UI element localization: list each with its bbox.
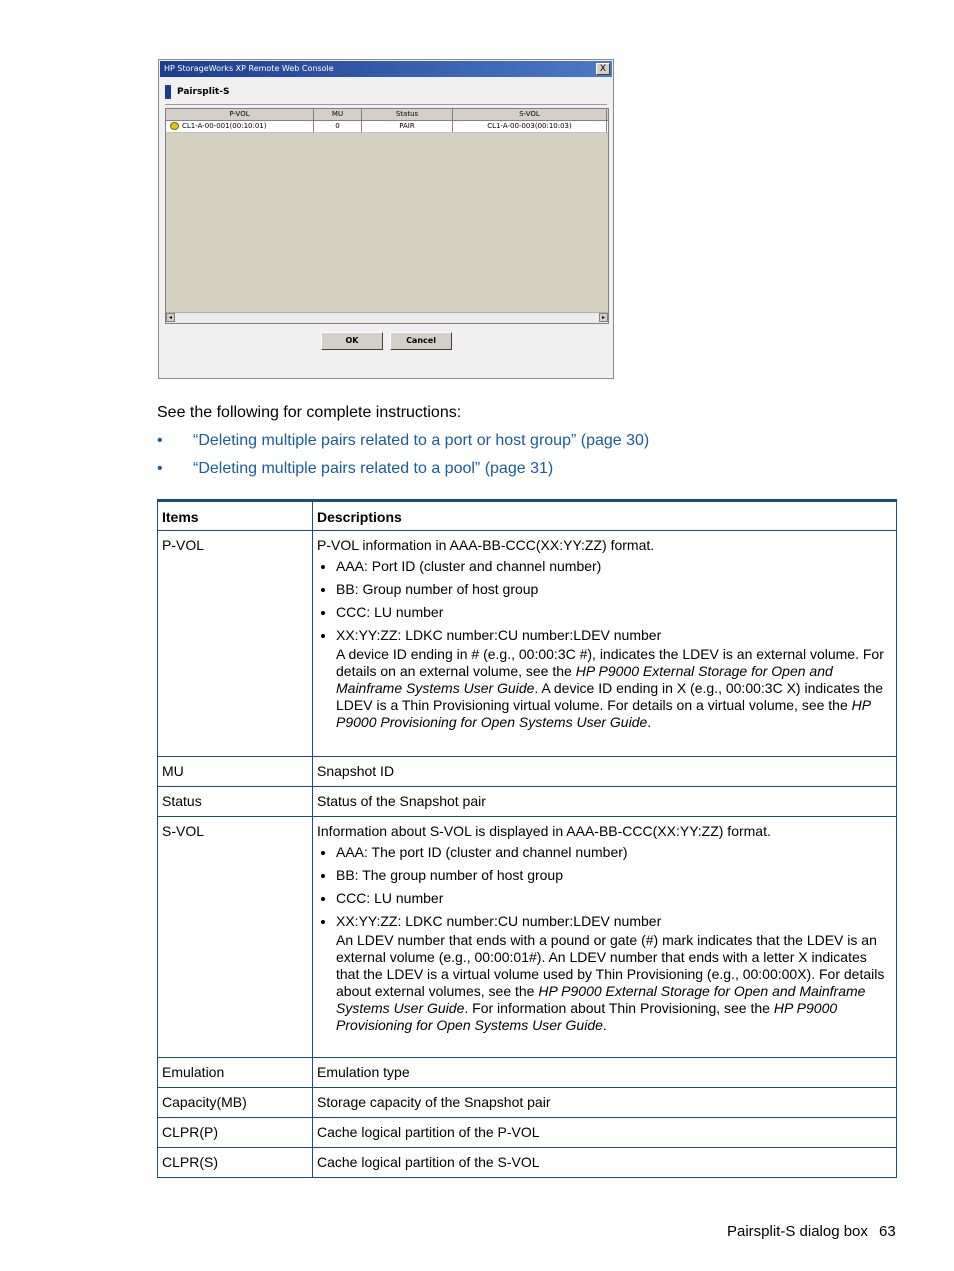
intro-text: See the following for complete instructions: [157,404,462,421]
item-cell: Emulation [158,1058,313,1088]
cell-mu: 0 [314,121,362,132]
column-header-pvol[interactable]: P-VOL [166,109,314,120]
items-descriptions-table [157,499,897,1178]
guide-reference: HP P9000 Provisioning for Open Systems User Guide [336,697,871,730]
footer-section-title: Pairsplit-S dialog box [727,1223,868,1240]
table-row [158,787,897,817]
header-descriptions: Descriptions [313,501,897,531]
scroll-left-icon[interactable]: ◂ [166,313,175,322]
link-pool[interactable]: “Deleting multiple pairs related to a pool” (page 31) [193,460,554,477]
note-text: . For information about Thin Provisioning, see the [464,1000,774,1016]
table-row [158,1148,897,1178]
guide-reference: HP P9000 External Storage for Open and Mainframe Systems User Guide [336,983,866,1016]
description-cell [313,531,897,757]
scroll-right-icon[interactable]: ▸ [599,313,608,322]
description-cell: Status of the Snapshot pair [313,787,897,817]
description-cell: Snapshot ID [313,757,897,787]
description-intro: Information about S-VOL is displayed in AAA-BB-CCC(XX:YY:ZZ) format. [317,823,771,839]
guide-reference: HP P9000 External Storage for Open and Mainframe Systems User Guide [336,663,833,696]
list-item: • CCC: LU number [336,890,892,907]
ok-button[interactable]: OK [321,332,383,350]
item-cell: CLPR(P) [158,1118,313,1148]
cell-status: PAIR [362,121,453,132]
note-text: . [647,714,652,730]
table-row [158,817,897,1058]
list-item: • XX:YY:ZZ: LDKC number:CU number:LDEV number [336,627,892,644]
cancel-button[interactable]: Cancel [390,332,452,350]
column-header-mu[interactable]: MU [314,109,362,120]
item-cell: CLPR(S) [158,1148,313,1178]
table-row [158,531,897,757]
note-text: An LDEV number that ends with a pound or gate (#) mark indicates that the LDEV is an external volume (e.g., 00:00:01#). An LDEV number that ends with a letter X indicates that the LDEV is a virtual volume used by Thin Provisioning (e.g., 00:00:00X). For details about external volumes, see the [336,932,885,999]
item-cell: S-VOL [158,817,313,1058]
description-cell: Storage capacity of the Snapshot pair [313,1088,897,1118]
table-row [158,1088,897,1118]
note-text: . [602,1017,607,1033]
column-header-svol[interactable]: S-VOL [453,109,607,120]
list-item: • AAA: Port ID (cluster and channel number) [336,558,892,575]
guide-reference: HP P9000 Provisioning for Open Systems User Guide [336,1000,838,1033]
description-cell: Emulation type [313,1058,897,1088]
dialog-title [165,84,605,100]
cell-svol: CL1-A-00-003(00:10:03) [453,121,607,132]
window-titlebar [160,61,612,77]
cell-pvol-text: CL1-A-00-001(00:10:01) [182,122,267,130]
item-cell: Status [158,787,313,817]
cell-pvol [166,121,314,132]
list-item: • CCC: LU number [336,604,892,621]
table-row[interactable] [166,121,608,133]
page-number: 63 [879,1223,896,1240]
description-list [317,844,892,930]
item-cell: MU [158,757,313,787]
description-cell: Cache logical partition of the S-VOL [313,1148,897,1178]
description-cell: Cache logical partition of the P-VOL [313,1118,897,1148]
item-cell: P-VOL [158,531,313,757]
close-icon[interactable]: X [596,63,610,75]
pair-table-header [166,109,608,121]
header-items: Items [158,501,313,531]
table-row [158,1058,897,1088]
description-cell [313,817,897,1058]
window-title: HP StorageWorks XP Remote Web Console [164,64,334,73]
table-row [158,1118,897,1148]
description-note [336,932,892,1034]
list-item: • AAA: The port ID (cluster and channel number) [336,844,892,861]
list-item: • BB: Group number of host group [336,581,892,598]
note-text: . A device ID ending in X (e.g., 00:00:3C X) indicates the LDEV is a Thin Provisioning virtual volume. For details on a virtual volume, see the [336,680,884,713]
table-header-row [158,501,897,531]
title-accent-bar [165,85,171,99]
note-text: A device ID ending in # (e.g., 00:00:3C #), indicates the LDEV is an external volume. For details on an external volume, see the [336,646,884,679]
horizontal-scrollbar[interactable] [166,312,608,323]
dialog-screenshot [158,59,614,379]
list-item: • XX:YY:ZZ: LDKC number:CU number:LDEV number [336,913,892,930]
description-list [317,558,892,644]
description-note [336,646,892,731]
volume-pair-icon [170,122,179,130]
column-header-status[interactable]: Status [362,109,453,120]
pair-table [165,108,609,324]
table-row [158,757,897,787]
bullet: • [157,460,163,477]
bullet: • [157,432,163,449]
dialog-title-text: Pairsplit-S [177,87,230,97]
item-cell: Capacity(MB) [158,1088,313,1118]
list-item: • BB: The group number of host group [336,867,892,884]
link-port-host-group[interactable]: “Deleting multiple pairs related to a port or host group” (page 30) [193,432,650,449]
description-intro: P-VOL information in AAA-BB-CCC(XX:YY:ZZ) format. [317,537,655,553]
divider [165,104,607,105]
